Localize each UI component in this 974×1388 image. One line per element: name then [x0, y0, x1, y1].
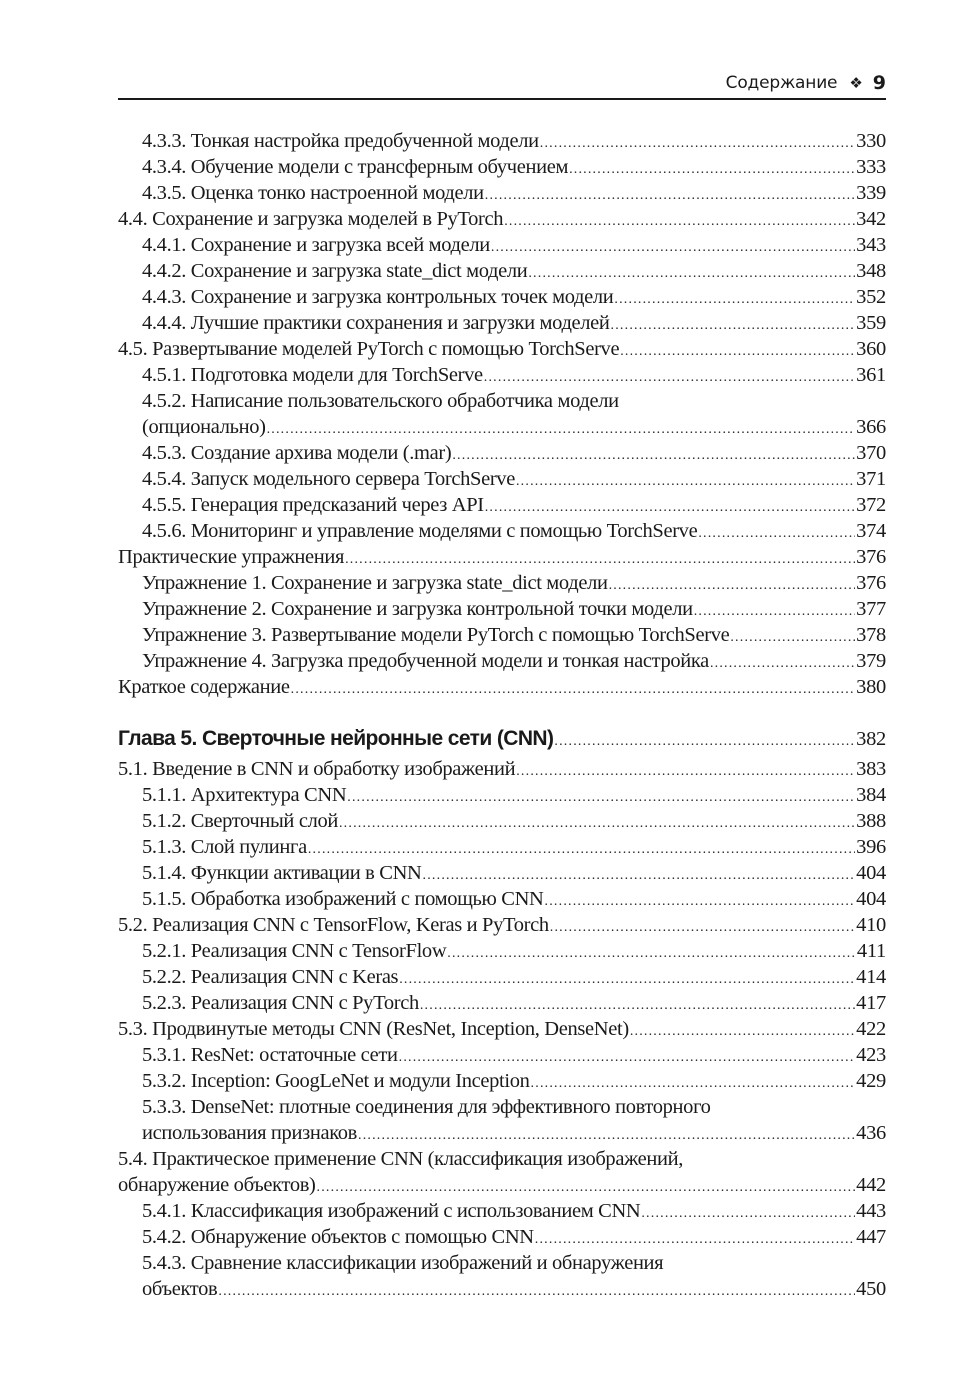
toc-entry-page: 429: [856, 1070, 886, 1092]
toc-entry-page: 414: [856, 966, 886, 988]
toc-entry-page: 443: [856, 1200, 886, 1222]
toc-entry-title: 4.5.5. Генерация предсказаний через API: [142, 494, 484, 516]
toc-entry-title: Упражнение 3. Развертывание модели PyTorch с помощью TorchServe: [142, 624, 730, 646]
toc-entry-title: 4.3.4. Обучение модели с трансферным обучением: [142, 156, 569, 178]
toc-entry-title: 4.5.6. Мониторинг и управление моделями с помощью TorchServe: [142, 520, 698, 542]
toc-entry[interactable]: [118, 1276, 886, 1302]
toc-entry[interactable]: [118, 860, 886, 886]
toc-entry-title: объектов: [142, 1278, 218, 1300]
leader-dots: [569, 154, 855, 183]
toc-entry-page: 396: [856, 836, 886, 858]
toc-entry-page: 378: [856, 624, 886, 646]
toc-entry[interactable]: [118, 886, 886, 912]
leader-dots: [420, 990, 855, 1019]
toc-entry[interactable]: [118, 938, 886, 964]
leader-dots: [345, 544, 855, 573]
toc-section-entry[interactable]: [118, 756, 886, 782]
leader-dots: [291, 674, 856, 703]
toc-entry-page: 450: [856, 1278, 886, 1300]
leader-dots: [540, 128, 855, 157]
leader-dots: [491, 232, 855, 261]
toc-entry[interactable]: [118, 518, 886, 544]
toc-entry-page: 376: [856, 572, 886, 594]
leader-dots: [485, 180, 855, 209]
toc-entry-title: 5.2.1. Реализация CNN с TensorFlow: [142, 940, 447, 962]
toc-entry-page: 371: [856, 468, 886, 490]
toc-entry-page: 361: [856, 364, 886, 386]
toc-entry-page: 343: [856, 234, 886, 256]
toc-entry-title-line1[interactable]: 4.5.2. Написание пользовательского обработчика модели: [142, 390, 619, 412]
running-header: [118, 68, 886, 100]
toc-entry-title: (опционально): [142, 416, 266, 438]
toc-entry-page: 423: [856, 1044, 886, 1066]
toc-entry-title: 5.3.2. Inception: GoogLeNet и модули Inception: [142, 1070, 530, 1092]
leader-dots: [698, 518, 855, 547]
toc-entry-title: использования признаков: [142, 1122, 357, 1144]
toc-entry-page: 404: [856, 862, 886, 884]
toc-entry-title: 4.4.3. Сохранение и загрузка контрольных точек модели: [142, 286, 614, 308]
leader-dots: [516, 756, 855, 785]
toc-entry-title: 4.3.3. Тонкая настройка предобученной модели: [142, 130, 539, 152]
leader-dots: [447, 938, 856, 967]
toc-entry[interactable]: [118, 492, 886, 518]
leader-dots: [485, 492, 855, 521]
toc-entry-title: 5.2.2. Реализация CNN с Keras: [142, 966, 399, 988]
toc-entry[interactable]: [118, 1198, 886, 1224]
leader-dots: [528, 258, 855, 287]
toc-entry-page: 352: [856, 286, 886, 308]
toc-entry[interactable]: [118, 466, 886, 492]
toc-entry-title: Упражнение 1. Сохранение и загрузка state_dict модели: [142, 572, 608, 594]
toc-entry[interactable]: [118, 414, 886, 440]
toc-entry-title: Практические упражнения: [118, 546, 345, 568]
toc-section-entry[interactable]: [118, 912, 886, 938]
toc-entry-title: 4.4. Сохранение и загрузка моделей в PyTorch: [118, 208, 504, 230]
toc-entry[interactable]: [118, 128, 886, 154]
toc-entry-page: 339: [856, 182, 886, 204]
leader-dots: [339, 808, 855, 837]
toc-entry-title: 4.4.4. Лучшие практики сохранения и загрузки моделей: [142, 312, 610, 334]
leader-dots: [399, 964, 855, 993]
leader-dots: [218, 1276, 855, 1305]
toc-entry-page: 411: [856, 940, 886, 962]
toc-entry[interactable]: [118, 1042, 886, 1068]
toc-entry-title: 4.4.2. Сохранение и загрузка state_dict модели: [142, 260, 528, 282]
leader-dots: [358, 1120, 855, 1149]
running-header-title: Содержание: [725, 73, 838, 93]
toc-entry-page: 333: [856, 156, 886, 178]
toc-section-title-line1[interactable]: 5.4. Практическое применение CNN (классификация изображений,: [118, 1148, 684, 1170]
leader-dots: [452, 440, 855, 469]
toc-entry-title: 5.1.2. Сверточный слой: [142, 810, 338, 832]
toc-entry-title: 5.2.3. Реализация CNN с PyTorch: [142, 992, 419, 1014]
leader-dots: [423, 860, 856, 889]
chapter-title: Глава 5. Сверточные нейронные сети (CNN): [118, 727, 554, 750]
toc-entry-title: 5.2. Реализация CNN с TensorFlow, Keras и PyTorch: [118, 914, 549, 936]
toc-entry-title: 4.5.3. Создание архива модели (.mar): [142, 442, 452, 464]
toc-entry[interactable]: [118, 440, 886, 466]
toc-entry-title: 5.4.2. Обнаружение объектов с помощью CNN: [142, 1226, 534, 1248]
toc-entry-title: Краткое содержание: [118, 676, 290, 698]
toc-entry-page: 370: [856, 442, 886, 464]
leader-dots: [347, 782, 855, 811]
table-of-contents: [118, 128, 886, 1302]
toc-entry-page: 366: [856, 416, 886, 438]
toc-entry-page: 342: [856, 208, 886, 230]
toc-entry-page: 376: [856, 546, 886, 568]
toc-entry[interactable]: [118, 648, 886, 674]
toc-section-entry[interactable]: [118, 336, 886, 362]
toc-entry[interactable]: [118, 154, 886, 180]
toc-entry-page: 388: [856, 810, 886, 832]
toc-entry-page: 442: [856, 1174, 886, 1196]
toc-entry-page: 436: [856, 1122, 886, 1144]
toc-entry-title: 4.5. Развертывание моделей PyTorch с помощью TorchServe: [118, 338, 620, 360]
toc-entry-page: 348: [856, 260, 886, 282]
toc-entry[interactable]: [118, 1068, 886, 1094]
toc-entry-title-line1[interactable]: 5.3.3. DenseNet: плотные соединения для эффективного повторного: [142, 1096, 711, 1118]
chapter-gap: [118, 700, 886, 724]
toc-entry-title: 4.3.5. Оценка тонко настроенной модели: [142, 182, 484, 204]
toc-entry-page: 383: [856, 758, 886, 780]
toc-entry[interactable]: [118, 180, 886, 206]
toc-entry[interactable]: [118, 596, 886, 622]
toc-entry-page: 374: [856, 520, 886, 542]
toc-entry-title: 4.5.4. Запуск модельного сервера TorchServe: [142, 468, 515, 490]
toc-entry-title: 5.1.1. Архитектура CNN: [142, 784, 347, 806]
leader-dots: [504, 206, 855, 235]
toc-entry-title: обнаружение объектов): [118, 1174, 316, 1196]
leader-dots: [531, 1068, 856, 1097]
toc-entry[interactable]: [118, 258, 886, 284]
toc-entry-page: 372: [856, 494, 886, 516]
toc-entry-title: 4.5.1. Подготовка модели для TorchServe: [142, 364, 483, 386]
leader-dots: [399, 1042, 856, 1071]
page-number: 9: [872, 72, 886, 94]
leader-dots: [267, 414, 856, 443]
toc-entry[interactable]: [118, 570, 886, 596]
leader-dots: [554, 724, 855, 757]
toc-entry-title: Упражнение 2. Сохранение и загрузка контрольной точки модели: [142, 598, 693, 620]
toc-entry[interactable]: [118, 284, 886, 310]
toc-entry-page: 382: [856, 728, 886, 750]
toc-entry-title: 4.4.1. Сохранение и загрузка всей модели: [142, 234, 490, 256]
toc-entry-page: 384: [856, 784, 886, 806]
toc-section-entry[interactable]: [118, 674, 886, 700]
leader-dots: [609, 570, 856, 599]
toc-entry[interactable]: [118, 362, 886, 388]
toc-entry[interactable]: [118, 1224, 886, 1250]
toc-entry-page: 379: [856, 650, 886, 672]
toc-entry[interactable]: [118, 964, 886, 990]
toc-section-entry[interactable]: [118, 1016, 886, 1042]
toc-entry[interactable]: [118, 232, 886, 258]
leader-dots: [710, 648, 855, 677]
toc-entry-page: 360: [856, 338, 886, 360]
toc-entry-page: 410: [856, 914, 886, 936]
toc-entry[interactable]: [118, 834, 886, 860]
toc-entry-page: 417: [856, 992, 886, 1014]
leader-dots: [620, 336, 855, 365]
toc-entry-title: 5.1.3. Слой пулинга: [142, 836, 307, 858]
toc-entry-page: 359: [856, 312, 886, 334]
toc-entry-title: 5.1.5. Обработка изображений с помощью CNN: [142, 888, 544, 910]
toc-entry[interactable]: [118, 310, 886, 336]
toc-entry[interactable]: [118, 808, 886, 834]
toc-entry-page: 380: [856, 676, 886, 698]
leader-dots: [317, 1172, 856, 1201]
toc-entry[interactable]: [118, 782, 886, 808]
leader-dots: [484, 362, 855, 391]
leader-dots: [516, 466, 855, 495]
leader-dots: [545, 886, 856, 915]
toc-entry[interactable]: [118, 622, 886, 648]
toc-entry-page: 447: [856, 1226, 886, 1248]
four-diamond-ornament-icon: ❖: [849, 74, 863, 92]
leader-dots: [611, 310, 856, 339]
toc-chapter-entry[interactable]: [118, 724, 886, 754]
toc-section-entry[interactable]: [118, 1172, 886, 1198]
leader-dots: [694, 596, 855, 625]
toc-entry-page: 404: [856, 888, 886, 910]
toc-entry-page: 422: [856, 1018, 886, 1040]
leader-dots: [641, 1198, 855, 1227]
toc-entry[interactable]: [118, 990, 886, 1016]
leader-dots: [550, 912, 855, 941]
toc-section-entry[interactable]: [118, 544, 886, 570]
toc-entry-title: 5.3. Продвинутые методы CNN (ResNet, Inception, DenseNet): [118, 1018, 629, 1040]
toc-entry[interactable]: [118, 1120, 886, 1146]
toc-entry-title-line1[interactable]: 5.4.3. Сравнение классификации изображений и обнаружения: [142, 1252, 664, 1274]
leader-dots: [614, 284, 855, 313]
toc-entry-title: Упражнение 4. Загрузка предобученной модели и тонкая настройка: [142, 650, 709, 672]
toc-entry-title: 5.4.1. Классификация изображений с использованием CNN: [142, 1200, 641, 1222]
toc-section-entry[interactable]: [118, 206, 886, 232]
toc-entry-title: 5.1.4. Функции активации в CNN: [142, 862, 422, 884]
leader-dots: [730, 622, 855, 651]
leader-dots: [535, 1224, 855, 1253]
toc-entry-page: 377: [856, 598, 886, 620]
leader-dots: [630, 1016, 855, 1045]
leader-dots: [308, 834, 855, 863]
toc-entry-page: 330: [856, 130, 886, 152]
toc-entry-title: 5.3.1. ResNet: остаточные сети: [142, 1044, 398, 1066]
toc-entry-title: 5.1. Введение в CNN и обработку изображений: [118, 758, 516, 780]
